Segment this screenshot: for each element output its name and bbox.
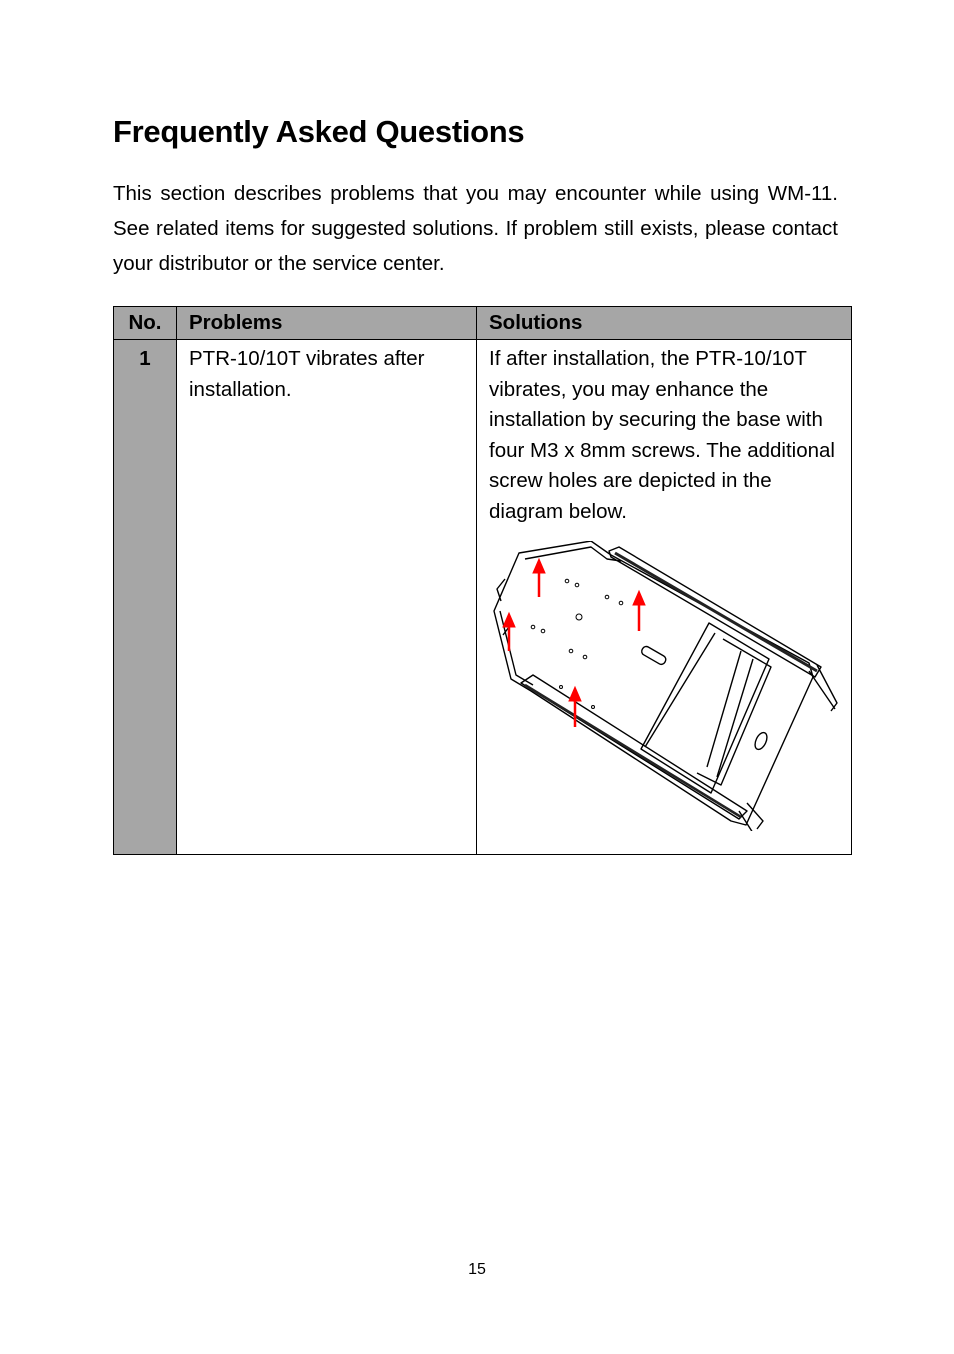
screw-hole bbox=[560, 686, 563, 689]
handle-slot bbox=[640, 645, 667, 666]
header-no: No. bbox=[114, 307, 177, 340]
side-oval bbox=[753, 731, 770, 752]
screw-holes-diagram bbox=[491, 541, 841, 831]
base-plate-outline bbox=[494, 541, 813, 825]
screw-hole bbox=[592, 706, 595, 709]
screw-hole bbox=[605, 595, 609, 599]
screw-hole bbox=[575, 583, 579, 587]
row-number: 1 bbox=[114, 340, 177, 855]
table-row bbox=[114, 340, 852, 855]
screw-hole bbox=[569, 649, 573, 653]
solution-cell bbox=[477, 340, 852, 855]
faq-table bbox=[113, 306, 852, 855]
table-header-row bbox=[114, 307, 852, 340]
red-arrow bbox=[533, 559, 545, 597]
header-problems: Problems bbox=[177, 307, 477, 340]
screw-hole bbox=[576, 614, 582, 620]
problem-cell: PTR-10/10T vibrates after installation. bbox=[177, 340, 477, 855]
red-arrow bbox=[569, 687, 581, 727]
red-arrow bbox=[633, 591, 645, 631]
screw-hole bbox=[583, 655, 587, 659]
screw-hole bbox=[531, 625, 535, 629]
screw-hole bbox=[619, 601, 623, 605]
solution-text: If after installation, the PTR-10/10T vibrates, you may enhance the installation by securing the base with four M3 x 8mm screws. The additional screw holes are depicted in the diagram below. bbox=[489, 347, 835, 523]
intro-paragraph: This section describes problems that you may encounter while using WM-11. See related items for suggested solutions. If problem still exists, please contact your distributor or the service center. bbox=[113, 182, 838, 275]
screw-hole bbox=[541, 629, 545, 633]
page-title: Frequently Asked Questions bbox=[113, 114, 525, 149]
page-number: 15 bbox=[468, 1261, 486, 1278]
header-solutions: Solutions bbox=[477, 307, 852, 340]
screw-hole bbox=[565, 579, 569, 583]
